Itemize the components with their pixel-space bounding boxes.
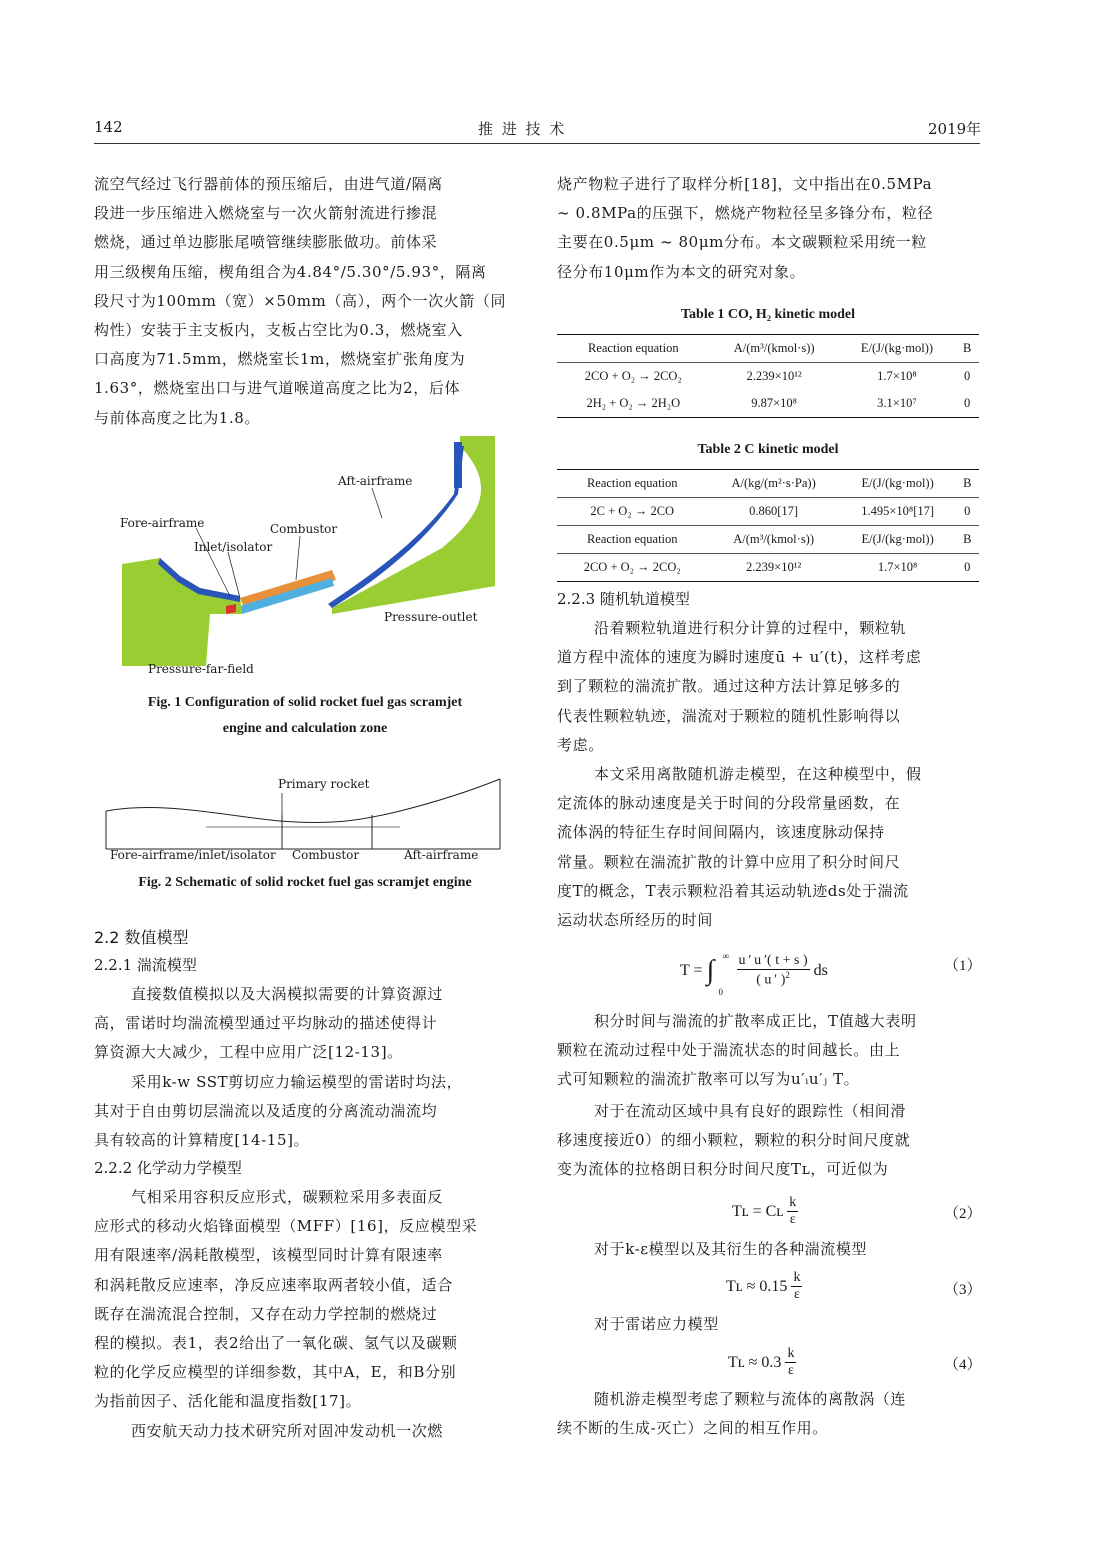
left-para-1 xyxy=(94,170,516,433)
table-row xyxy=(557,335,979,363)
table-cell: B xyxy=(956,470,979,498)
table-cell: B xyxy=(955,335,979,363)
table-cell: E/(J/(kg·mol)) xyxy=(840,470,956,498)
text-line: 常量。颗粒在湍流扩散的计算中应用了积分时间尺 xyxy=(557,852,901,871)
text-line: 采用k-w SST剪切应力输运模型的雷诺时均法， xyxy=(131,1073,463,1091)
text-line: 口高度为71.5mm，燃烧室长1m，燃烧室扩张角度为 xyxy=(94,350,466,369)
text-line: 直接数值模拟以及大涡模拟需要的计算资源过 xyxy=(131,985,444,1003)
leader-fore xyxy=(196,528,230,596)
table-cell: 0 xyxy=(955,363,979,391)
text-line: 随机游走模型考虑了颗粒与流体的离散涡（连 xyxy=(594,1390,907,1408)
right-para-7 xyxy=(594,1310,979,1339)
text-line: 续不断的生成-灭亡）之间的相互作用。 xyxy=(557,1419,828,1438)
text-line: 考虑。 xyxy=(557,735,604,754)
text-line: 本文采用离散随机游走模型，在这种模型中，假 xyxy=(594,765,922,783)
text-line: 西安航天动力技术研究所对固冲发动机一次燃 xyxy=(131,1422,444,1440)
table-row xyxy=(557,470,979,498)
leader-aft xyxy=(372,488,382,518)
text-line: 用三级楔角压缩，楔角组合为4.84°/5.30°/5.93°，隔离 xyxy=(94,262,487,281)
header-rule xyxy=(94,143,980,144)
text-line: 积分时间与湍流的扩散率成正比，T值越大表明 xyxy=(594,1012,917,1030)
label-combustor: Combustor xyxy=(270,522,338,536)
table-row xyxy=(557,554,979,582)
left-para-3 xyxy=(94,1068,516,1156)
section-2-2-1: 2.2.1 湍流模型 xyxy=(94,956,197,974)
page-number: 142 xyxy=(94,118,123,136)
fig2-caption: Fig. 2 Schematic of solid rocket fuel gas scramjet engine xyxy=(138,875,472,890)
text-line: 变为流体的拉格朗日积分时间尺度Tʟ，可近似为 xyxy=(557,1160,889,1179)
eq1-number: （1） xyxy=(944,958,982,974)
right-para-8 xyxy=(557,1385,979,1443)
table-cell: 2H₂ + O₂ → 2H₂O xyxy=(557,390,710,418)
label-segment-2: Combustor xyxy=(292,848,360,862)
label-aft-airframe: Aft-airframe xyxy=(338,474,413,488)
year: 2019年 xyxy=(928,120,982,138)
label-pressure-far-field: Pressure-far-field xyxy=(148,662,254,676)
table-cell: A/(kg/(m²·s·Pa)) xyxy=(707,470,839,498)
table-cell: 9.87×10⁸ xyxy=(710,390,839,418)
table-cell: 0 xyxy=(956,498,979,526)
table-cell: 0 xyxy=(956,554,979,582)
text-line: 粒的化学反应模型的详细参数，其中A，E，和B分别 xyxy=(94,1363,457,1382)
text-line: 流空气经过飞行器前体的预压缩后，由进气道/隔离 xyxy=(94,175,443,193)
text-line: 径分布10μm作为本文的研究对象。 xyxy=(557,262,806,281)
label-primary-rocket: Primary rocket xyxy=(278,777,370,791)
label-segment-3: Aft-airframe xyxy=(404,848,479,862)
text-line: 定流体的脉动速度是关于时间的分段常量函数，在 xyxy=(557,794,901,813)
table-cell: A/(m³/(kmol·s)) xyxy=(710,335,839,363)
table-cell: E/(J/(kg·mol)) xyxy=(839,335,956,363)
right-para-4 xyxy=(557,1007,979,1095)
left-para-4 xyxy=(94,1183,516,1417)
text-line: 度T的概念，T表示颗粒沿着其运动轨迹ds处于湍流 xyxy=(557,881,909,900)
text-line: 段尺寸为100mm（宽）×50mm（高），两个一次火箭（同 xyxy=(94,291,507,310)
section-2-2-3: 2.2.3 随机轨道模型 xyxy=(557,590,690,608)
table-cell: B xyxy=(956,526,979,554)
table-cell: 1.7×10⁸ xyxy=(840,554,956,582)
fig1-caption: Fig. 1 Configuration of solid rocket fuel gas scramjet engine and calculation zone xyxy=(147,695,463,736)
equation-4: Tʟ ≈ 0.3 $\frac{k}{\varepsilon}$ xyxy=(728,1346,795,1378)
text-line: 1.63°，燃烧室出口与进气道喉道高度之比为2，后体 xyxy=(94,379,461,398)
text-line: 构性）安装于主支板内，支板占空比为0.3，燃烧室入 xyxy=(94,321,463,340)
journal-title: 推 进 技 术 xyxy=(478,120,567,138)
text-line: 沿着颗粒轨道进行积分计算的过程中，颗粒轨 xyxy=(594,619,907,637)
text-line: 对于雷诺应力模型 xyxy=(594,1315,719,1333)
right-para-1 xyxy=(557,170,979,287)
leader-inlet xyxy=(228,552,240,598)
figure-1 xyxy=(100,436,520,681)
text-line: 烧产物粒子进行了取样分析[18]，文中指出在0.5MPa xyxy=(557,175,933,193)
table-cell: Reaction equation xyxy=(557,526,707,554)
table-cell: A/(m³/(kmol·s)) xyxy=(707,526,839,554)
table-row xyxy=(557,526,979,554)
table1-caption: Table 1 CO, H₂ kinetic model xyxy=(680,307,856,322)
table-row xyxy=(557,390,979,418)
table-cell: 1.495×10⁸[17] xyxy=(840,498,956,526)
section-2-2-2: 2.2.2 化学动力学模型 xyxy=(94,1159,242,1177)
eq4-number: （4） xyxy=(944,1357,982,1373)
table-cell: 3.1×10⁷ xyxy=(839,390,956,418)
table-cell: 2CO + O₂ → 2CO₂ xyxy=(557,554,707,582)
text-line: 颗粒在流动过程中处于湍流状态的时间越长。由上 xyxy=(557,1041,901,1060)
eq3-number: （3） xyxy=(944,1282,982,1298)
table-cell: Reaction equation xyxy=(557,470,707,498)
table-row xyxy=(557,498,979,526)
aft-airframe-step xyxy=(454,442,462,488)
eq2-number: （2） xyxy=(944,1206,982,1222)
right-para-2 xyxy=(557,614,979,760)
text-line: ~ 0.8MPa的压强下，燃烧产物粒径呈多锋分布，粒径 xyxy=(557,204,934,223)
figure-1-graphic xyxy=(100,436,520,681)
text-line: 应形式的移动火焰锋面模型（MFF）[16]，反应模型采 xyxy=(94,1217,478,1236)
text-line: 式可知颗粒的湍流扩散率可以写为u′ᵢu′ⱼ T。 xyxy=(557,1070,860,1089)
table-2 xyxy=(557,469,979,582)
right-para-6 xyxy=(594,1235,979,1264)
table2-caption: Table 2 C kinetic model xyxy=(697,442,839,457)
right-para-5 xyxy=(557,1097,979,1185)
text-line: 与前体高度之比为1.8。 xyxy=(94,408,261,427)
integral-sign: ∫ ∞ 0 xyxy=(706,951,729,997)
eq1-fraction: $\frac{u ' u '( t + s )}{( u ' )^2}$ xyxy=(738,953,808,988)
table-1 xyxy=(557,334,979,418)
table-cell: 0.860[17] xyxy=(707,498,839,526)
text-line: 流体涡的特征生存时间间隔内，该速度脉动保持 xyxy=(557,823,885,842)
table-cell: 2.239×10¹² xyxy=(710,363,839,391)
table-cell: Reaction equation xyxy=(557,335,710,363)
label-segment-1: Fore-airframe/inlet/isolator xyxy=(110,848,276,862)
text-line: 高，雷诺时均湍流模型通过平均脉动的描述使得计 xyxy=(94,1014,438,1033)
text-line: 程的模拟。表1，表2给出了一氧化碳、氢气以及碳颗 xyxy=(94,1334,458,1353)
leader-combustor xyxy=(296,536,300,580)
table-cell: 0 xyxy=(955,390,979,418)
equation-3: Tʟ ≈ 0.15 $\frac{k}{\varepsilon}$ xyxy=(726,1270,801,1302)
table-cell: 2CO + O₂ → 2CO₂ xyxy=(557,363,710,391)
left-para-5 xyxy=(94,1417,516,1446)
text-line: 具有较高的计算精度[14-15]。 xyxy=(94,1131,310,1150)
figure-2 xyxy=(100,775,510,865)
label-pressure-outlet: Pressure-outlet xyxy=(384,610,478,624)
equation-1: T = ∫ ∞ 0 $\frac{u ' u '( t + s )}{( u ' )^2}$ ds xyxy=(680,951,828,997)
equation-2: Tʟ = Cʟ $\frac{k}{\varepsilon}$ xyxy=(732,1195,797,1227)
table-cell: 2C + O₂ → 2CO xyxy=(557,498,707,526)
text-line: 用有限速率/涡耗散模型，该模型同时计算有限速率 xyxy=(94,1246,443,1265)
text-line: 运动状态所经历的时间 xyxy=(557,911,714,930)
text-line: 其对于自由剪切层湍流以及适度的分离流动湍流均 xyxy=(94,1102,438,1121)
left-para-2 xyxy=(94,980,516,1068)
table-cell: 2.239×10¹² xyxy=(707,554,839,582)
text-line: 和涡耗散反应速率，净反应速率取两者较小值，适合 xyxy=(94,1275,453,1294)
text-line: 对于在流动区域中具有良好的跟踪性（相间滑 xyxy=(594,1102,907,1120)
text-line: 既存在湍流混合控制，又存在动力学控制的燃烧过 xyxy=(94,1304,438,1323)
table-cell: 1.7×10⁸ xyxy=(839,363,956,391)
text-line: 主要在0.5μm ~ 80μm分布。本文碳颗粒采用统一粒 xyxy=(557,233,927,252)
text-line: 气相采用容积反应形式，碳颗粒采用多表面反 xyxy=(131,1188,444,1206)
right-para-3 xyxy=(557,760,979,935)
label-inlet-isolator: Inlet/isolator xyxy=(194,540,273,554)
text-line: 对于k-ε模型以及其衍生的各种湍流模型 xyxy=(594,1240,868,1258)
text-line: 道方程中流体的速度为瞬时速度ū + u′(t)，这样考虑 xyxy=(557,648,922,667)
text-line: 燃烧，通过单边膨胀尾喷管继续膨胀做功。前体采 xyxy=(94,233,438,252)
text-line: 算资源大大减少，工程中应用广泛[12-13]。 xyxy=(94,1043,403,1062)
fore-airframe-body xyxy=(122,558,242,666)
text-line: 到了颗粒的湍流扩散。通过这种方法计算足够多的 xyxy=(557,677,901,696)
text-line: 为指前因子、活化能和温度指数[17]。 xyxy=(94,1392,362,1411)
text-line: 段进一步压缩进入燃烧室与一次火箭射流进行掺混 xyxy=(94,204,438,223)
text-line: 代表性颗粒轨迹，湍流对于颗粒的随机性影响得以 xyxy=(557,706,901,725)
table-row xyxy=(557,363,979,391)
section-2-2: 2.2 数值模型 xyxy=(94,928,189,947)
text-line: 移速度接近0）的细小颗粒，颗粒的积分时间尺度就 xyxy=(557,1131,911,1150)
label-fore-airframe: Fore-airframe xyxy=(120,516,205,530)
table-cell: E/(J/(kg·mol)) xyxy=(840,526,956,554)
